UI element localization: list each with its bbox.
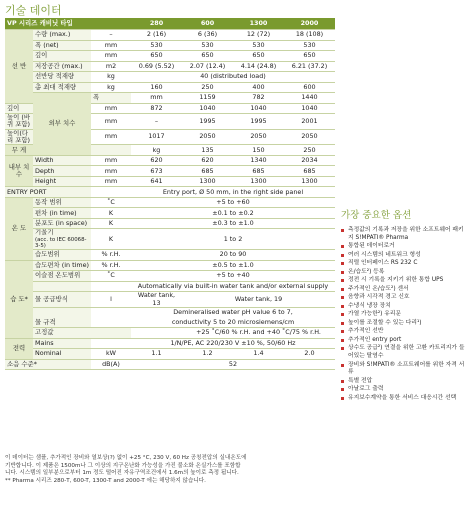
row-value: Demineralised water pH value 6 to 7, (173, 308, 293, 317)
row-label: Nominal (33, 349, 91, 360)
table-row (5, 166, 335, 177)
row-unit: kg (91, 82, 131, 93)
table-row (5, 229, 335, 250)
row-label: Mains (33, 338, 91, 349)
row-value: 1 to 2 (131, 229, 335, 250)
row-unit (91, 318, 131, 328)
row-value: 2.0 (284, 349, 335, 360)
row-value: 2.07 (12.4) (182, 61, 233, 72)
row-value: 2050 (233, 129, 284, 145)
row-value: 530 (182, 40, 233, 51)
footnote-line: 이 데이터는 샘플, 추가적인 장비와 열보상(?) 없이 +25 °C, 230 V, 60 Hz 공칭전압의 실내온도에 (5, 455, 247, 461)
row-label: 습도편차 (in time) (35, 260, 90, 269)
row-value: 400 (233, 82, 284, 93)
row-value: 1040 (182, 103, 233, 114)
row-value: 160 (131, 82, 182, 93)
option-item: 통합된 데이터로거 (341, 243, 469, 251)
table-row (5, 250, 335, 261)
row-label: 선반당 적재량 (33, 72, 91, 83)
row-value: 1040 (284, 103, 335, 114)
row-value: 1.4 (233, 349, 284, 360)
row-value: 600 (284, 82, 335, 93)
row-unit: mm (91, 155, 131, 166)
option-item: 높이를 조절할 수 있는 다리¹) (341, 320, 469, 328)
option-item: 아날로그 출력 (341, 386, 469, 394)
table-row (5, 328, 335, 339)
table-header-row (5, 18, 335, 30)
row-value: 685 (284, 166, 335, 177)
table-row (5, 218, 335, 229)
table-row (5, 72, 335, 83)
row-value: 2050 (182, 129, 233, 145)
row-unit: K (91, 218, 131, 229)
option-item: 수냉식 냉장 장치 (341, 303, 469, 311)
option-item: 온/습도²) 등록 (341, 269, 469, 277)
row-value: 1340 (233, 155, 284, 166)
model-header: 600 (182, 18, 233, 30)
row-unit: K (91, 229, 131, 250)
row-value: 2050 (284, 129, 335, 145)
row-value: 6.21 (37.2) (284, 61, 335, 72)
row-label: 폭 (91, 93, 131, 104)
row-unit: m2 (91, 61, 131, 72)
row-category: 전력 (5, 338, 33, 359)
table-row (5, 338, 335, 349)
row-label: 저장공간 (max.) (33, 61, 91, 72)
row-unit: kW (91, 349, 131, 360)
row-value: 12 (72) (233, 30, 284, 41)
option-item: 유지보수계약을 통한 서비스 대응시간 선택 (341, 395, 469, 403)
row-value: 1300 (182, 176, 233, 187)
row-value: 2001 (284, 114, 335, 130)
row-value: 1.2 (182, 349, 233, 360)
options-title: 가장 중요한 옵션 (341, 210, 412, 221)
table-row (5, 208, 335, 219)
row-category: 고정값 (33, 328, 131, 339)
table-row (5, 318, 335, 328)
row-label: 물 규격 (33, 318, 91, 328)
row-value: 20 to 90 (131, 250, 335, 261)
option-item: 직렬 인터페이스 RS 232 C (341, 260, 469, 268)
row-value: 650 (131, 51, 182, 62)
row-unit: mm (91, 114, 131, 130)
row-value: 18 (108) (284, 30, 335, 41)
row-label: 높이(다리 포함) (5, 129, 33, 145)
row-value: 2 (16) (131, 30, 182, 41)
footnotes (5, 455, 340, 485)
row-value: 620 (182, 155, 233, 166)
table-row (5, 176, 335, 187)
row-label: 깊이 (33, 51, 91, 62)
row-value: 2034 (284, 155, 335, 166)
row-unit: l (91, 292, 131, 308)
row-unit: kg (91, 72, 131, 83)
row-value: 6 (36) (182, 30, 233, 41)
row-label (91, 145, 131, 156)
footnote-line: 기반합니다. 이 제품은 1500m나 그 이상의 지구온난화 가능성을 가진 불소화 온실가스를 포함합 (5, 462, 241, 469)
row-unit: % r.H. (91, 260, 131, 271)
row-value: +5 to +60 (131, 197, 335, 208)
row-value: 530 (233, 40, 284, 51)
row-value: 650 (233, 51, 284, 62)
row-category: 무 게 (5, 145, 33, 156)
row-label: 물 공급방식 (33, 292, 91, 308)
row-value: Water tank, 13 (131, 292, 182, 308)
row-unit: – (91, 30, 131, 41)
model-header: 1300 (233, 18, 284, 30)
row-label: 폭 (net) (33, 40, 91, 51)
row-label-main: 기울기 (35, 228, 54, 237)
row-label: 총 최대 적재량 (33, 82, 91, 93)
page-title: 기술 데이터 (5, 4, 62, 17)
row-label: Height (33, 176, 91, 187)
table-row (5, 308, 335, 318)
table-body (5, 30, 335, 370)
row-value: 1/N/PE, AC 220/230 V ±10 %, 50/60 Hz (131, 338, 335, 349)
options-list (341, 227, 469, 402)
row-label: 수량 (max.) (33, 30, 91, 41)
row-label (33, 308, 91, 318)
row-unit: ˚C (91, 197, 131, 208)
option-item: 추가적인 entry port (341, 337, 469, 345)
row-unit: mm (91, 51, 131, 62)
table-row (5, 40, 335, 51)
row-unit (91, 281, 131, 292)
table-row (5, 292, 335, 308)
row-value: 1040 (233, 103, 284, 114)
row-unit (91, 187, 131, 198)
footnote-line: 니다. 시스템의 일부분으로부터 1m 정도 떨어진 자유구역조건에서 1.6m의 높이로 측정 됩니다. (5, 470, 239, 477)
row-category: 선 반 (5, 30, 33, 104)
row-value: – (131, 114, 182, 130)
row-category: 외부 치수 (33, 93, 91, 156)
row-value: 1017 (131, 129, 182, 145)
option-item: 정전 시 기록을 지키기 위한 통합 UPS (341, 277, 469, 285)
row-value: 0.69 (5.52) (131, 61, 182, 72)
row-category: 습 도* (5, 260, 33, 338)
table-header-label: VP 시리즈 캐비닛 타입 (5, 18, 131, 30)
row-value: 150 (233, 145, 284, 156)
options-panel (341, 207, 469, 403)
table-row (5, 93, 335, 104)
row-value: ±0.1 to ±0.2 (131, 208, 335, 219)
row-unit: mm (91, 176, 131, 187)
row-unit (91, 338, 131, 349)
row-value: +5 to +40 (131, 271, 335, 282)
row-value: 685 (182, 166, 233, 177)
table-row (5, 30, 335, 41)
row-value: 685 (233, 166, 284, 177)
row-unit (131, 328, 182, 339)
row-unit: mm (91, 129, 131, 145)
row-value: 1159 (182, 93, 233, 104)
option-item: 가열 가능한²) 유리문 (341, 311, 469, 319)
row-unit: K (91, 208, 131, 219)
row-unit: % r.H. (91, 250, 131, 261)
row-label: 분포도 (in space) (33, 218, 91, 229)
row-unit: mm (131, 93, 182, 104)
row-value: 872 (131, 103, 182, 114)
table-row (5, 271, 335, 282)
row-label: Depth (33, 166, 91, 177)
row-unit: mm (91, 166, 131, 177)
option-item: 측정값의 기록과 저장을 위한 소프트웨어 패키지 S!MPATI® Pharma (341, 227, 469, 242)
row-label: 동작 범위 (33, 197, 91, 208)
row-label: 깊이 (5, 103, 33, 114)
option-item: 여러 시스템의 네트워크 형성 (341, 252, 469, 260)
row-unit: kg (131, 145, 182, 156)
row-value: 673 (131, 166, 182, 177)
row-value: 620 (131, 155, 182, 166)
row-value: Automatically via built-in water tank and/or external supply (131, 281, 335, 292)
row-category: 소음 수준* (5, 359, 91, 370)
model-header: 2000 (284, 18, 335, 30)
row-value: Water tank, 19 (182, 292, 335, 308)
row-value: Entry port, Ø 50 mm, in the right side panel (131, 187, 335, 198)
row-category: ENTRY PORT (5, 187, 91, 198)
spec-table (5, 18, 335, 370)
row-value: 1300 (284, 176, 335, 187)
row-label (33, 229, 91, 250)
row-category: 온 도 (5, 197, 33, 260)
option-item: 장비와 S!MPATI® 소프트웨어를 위한 자격 서류 (341, 362, 469, 377)
row-value: 250 (284, 145, 335, 156)
table-row (5, 197, 335, 208)
row-unit: ˚C (91, 271, 131, 282)
row-value: 650 (284, 51, 335, 62)
row-value: 1995 (233, 114, 284, 130)
table-row (5, 82, 335, 93)
row-value: 641 (131, 176, 182, 187)
row-label: 높이 (바퀴 포함) (5, 114, 33, 130)
row-label (33, 281, 91, 292)
row-label: Width (33, 155, 91, 166)
table-row (5, 51, 335, 62)
row-category: 내부 치수 (5, 155, 33, 187)
row-value: 135 (182, 145, 233, 156)
option-item: 상수도 공급²) 연결을 위한 고환 카트리지가 들어있는 탈염수 (341, 345, 469, 360)
row-value: 650 (182, 51, 233, 62)
option-item: 음향과 시각적 경고 신호 (341, 294, 469, 302)
row-value: 782 (233, 93, 284, 104)
row-value: ±0.3 to ±1.0 (131, 218, 335, 229)
row-value: 40 (distributed load) (131, 72, 335, 83)
model-header: 280 (131, 18, 182, 30)
row-value: 530 (131, 40, 182, 51)
row-unit: dB(A) (91, 359, 131, 370)
option-item: 추가적인 선반 (341, 328, 469, 336)
row-value: +25 ˚C/60 % r.H. and +40 ˚C/75 % r.H. (182, 328, 335, 339)
row-value: 4.14 (24.8) (233, 61, 284, 72)
table-row (5, 61, 335, 72)
row-label-note: (acc. to IEC 60068-3-5) (35, 236, 87, 249)
option-item: 특별 전압 (341, 378, 469, 386)
row-unit (91, 308, 131, 318)
row-unit: mm (91, 40, 131, 51)
table-row (5, 155, 335, 166)
table-row (5, 260, 335, 271)
row-unit: mm (91, 103, 131, 114)
table-row (5, 281, 335, 292)
row-value: 1440 (284, 93, 335, 104)
row-value: 1995 (182, 114, 233, 130)
row-value: conductivity 5 to 20 microsiemens/cm (131, 318, 335, 328)
table-row (5, 359, 335, 370)
row-value: ±0.5 to ±1.0 (131, 260, 335, 271)
row-value: 530 (284, 40, 335, 51)
table-row (5, 349, 335, 360)
row-label: 습도범위 (33, 250, 91, 261)
table-row (5, 187, 335, 198)
row-label: 편차 (in time) (33, 208, 91, 219)
option-item: 주가적인 온/습도²) 센서 (341, 286, 469, 294)
footnote-line: ** Pharma 시리즈 280-T, 600-T, 1300-T and 2000-T 에는 해당하지 않습니다. (5, 477, 206, 484)
row-value: 52 (131, 359, 335, 370)
row-label: 이슬점 온도범위 (33, 271, 91, 282)
row-value: 1300 (233, 176, 284, 187)
row-value: 1.1 (131, 349, 182, 360)
row-value: 250 (182, 82, 233, 93)
